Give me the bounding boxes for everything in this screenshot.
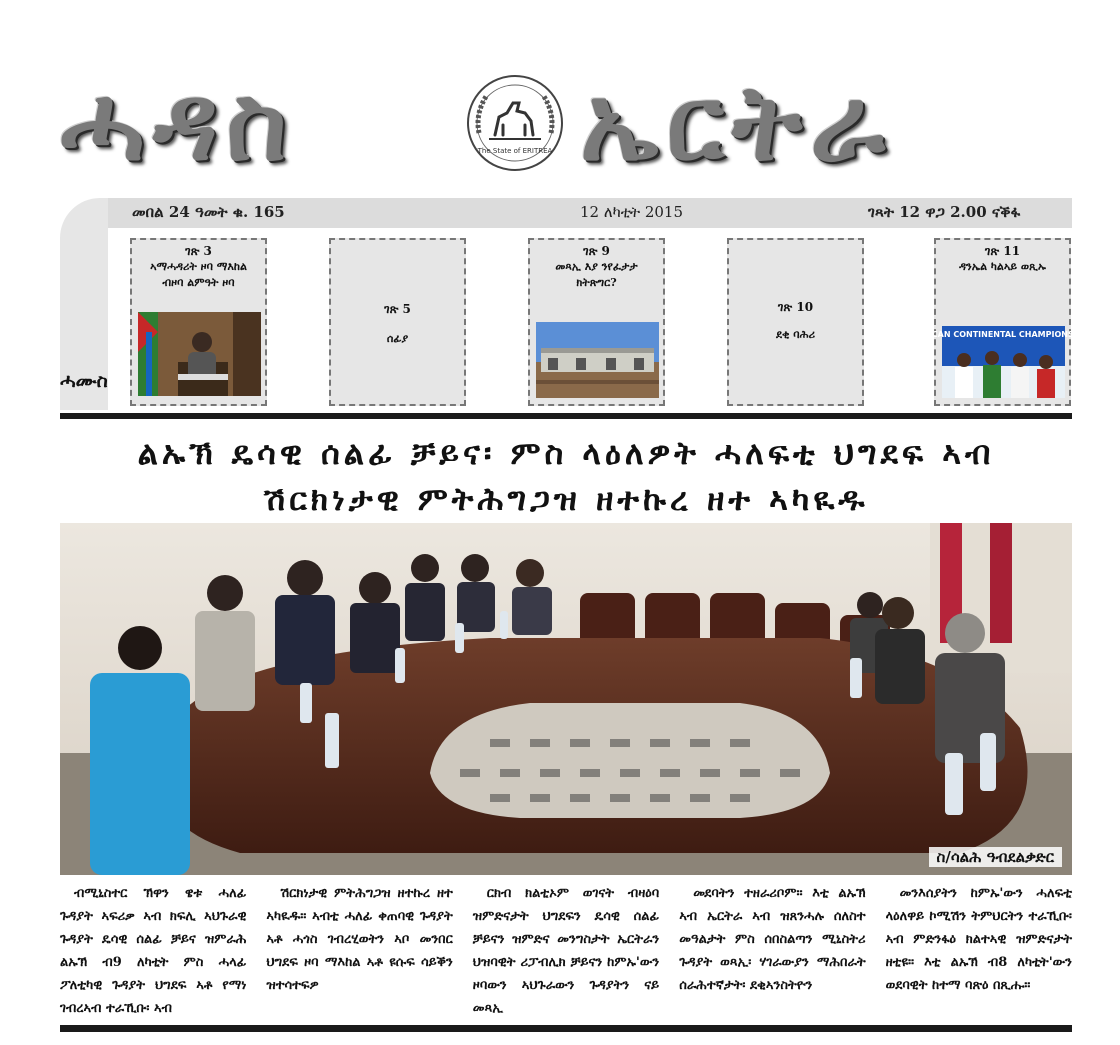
eritrea-emblem-icon — [465, 73, 565, 173]
teaser-page-number: ገጽ 5 — [384, 302, 411, 316]
article-column-2: ሽርክነታዊ ምትሕግጋዝ ዘተኩረ ዘተ ኣካዪዱ። ኣብቲ ሓለፊ ቀጠባዊ ጉዳያት ኣቶ ሓጎስ ገብረሂወትን ኣቦ መንበር ህግደፍ ዞባ ማእከል ኣቶ ዩሱፍ ሳይቕን ዝተሳተፍዎ — [266, 886, 453, 993]
teaser-photo-building — [536, 322, 659, 398]
top-divider — [60, 413, 1072, 419]
teaser-title: ደቂ ባሕሪ — [775, 328, 816, 341]
bottom-divider — [60, 1025, 1072, 1032]
issue-volume: መበል 24 ዓመት ቁ. 165 — [132, 203, 285, 221]
masthead-title-left: ሓዳስ — [60, 61, 296, 184]
photo-credit: ስ/ሳልሕ ዓብደልቃድር — [929, 847, 1062, 867]
main-photo — [60, 523, 1072, 875]
article-body — [60, 882, 1072, 1020]
teaser-title: ዳንኤል ካልኣይ ወጺኡ — [959, 260, 1046, 273]
article-column-5: መንእሰያትን ከምኡ'ውን ሓለፍቲ ላዕለዋይ ኮሚሽን ትምህርትን ተራኺቡ፡ ኣብ ምድንፋዕ ክልተኣዊ ዝምድናታት ዘቲዩ። እቲ ልኡኽ ብ8 ለካቲት'ውን ወደባዊት ከተማ ባጽዕ በጺሑ። — [885, 886, 1072, 993]
teaser-title: መጻኢ እያ ንየፈታታ ክትጽግር? — [555, 260, 638, 289]
teaser-page-10[interactable] — [727, 238, 864, 406]
masthead — [60, 55, 1070, 190]
headline-line-1: ልኡኽ ዴሳዊ ሰልፊ ቻይና፡ ምስ ላዕለዎት ሓለፍቲ ህግደፍ ኣብ — [137, 434, 995, 472]
teaser-page-11[interactable] — [910, 238, 1096, 406]
issue-day: ሓሙስ — [60, 370, 108, 392]
issue-price: ገጻት 12 ዋጋ 2.00 ናቕፋ — [868, 203, 1021, 221]
teaser-page-number: ገጽ 11 — [984, 244, 1021, 258]
issue-date: 12 ለካቲት 2015 — [580, 203, 684, 221]
article-column-3: ርክብ ክልቲኦም ወገናት ብዛዕባ ዝምድናታት ህግደፍን ዴሳዊ ሰልፊ ቻይናን ዝምድና መንግስታት ኤርትራን ህዝባዊት ሪፓብሊክ ቻይናን ከምኡ'ውን ዞባውን ኣህጉራውን ጉዳያትን ናይ መጻኢ — [472, 886, 660, 1016]
main-headline — [60, 430, 1072, 522]
article-column-4: መደባትን ተዘራሪቦም። እቲ ልኡኽ ኣብ ኤርትራ ኣብ ዝጸንሓሉ ሰለስተ መዓልታት ምስ ሰበስልጣን ሚኒስትሪ ጉዳያት ወጻኢ፡ ሃገራውያን ማሕበራት ሰራሕተኛታት፡ ደቂኣንስትዮን — [679, 886, 866, 993]
teaser-photo-banner: AFRICAN CONTINENTAL CHAMPIONSHIPS — [910, 330, 1096, 339]
teaser-title: ሰፊያ — [386, 332, 409, 345]
headline-line-2: ሽርክነታዊ ምትሕግጋዝ ዘተኩረ ዘተ ኣካዪዱ — [263, 480, 869, 518]
teaser-page-5[interactable] — [329, 238, 466, 406]
teaser-page-number: ገጽ 3 — [185, 244, 212, 258]
article-column-1: ብሚኒስተር ኽዋን ዌቱ ሓለፊ ጉዳያት ኣፍሪቃ ኣብ ክፍሊ ኣህጉራዊ ጉዳያት ዴሳዊ ሰልፊ ቻይና ዝምራሕ ልኡኽ ብ9 ለካቲት ምስ ሓላፊ ፖለቲካዊ ጉዳያት ህግደፍ ኣቶ የማነ ገብረኣብ ተራኺቡ፡ ኣብ — [60, 886, 247, 1016]
masthead-title-right: ኤርትራ — [580, 61, 894, 184]
teaser-page-9[interactable] — [528, 238, 665, 406]
teaser-page-3[interactable] — [130, 238, 267, 406]
teaser-page-number: ገጽ 10 — [777, 300, 814, 314]
teaser-page-number: ገጽ 9 — [583, 244, 610, 258]
teaser-photo-official — [138, 312, 261, 396]
teaser-photo-athletes — [910, 326, 1096, 398]
emblem-caption: The State of ERITREA — [477, 147, 553, 155]
meeting-photo — [60, 523, 1072, 875]
teaser-title: ኣማሓዳሪት ዞባ ማእከል ብዞባ ልምዓት ዞባ — [150, 260, 247, 289]
